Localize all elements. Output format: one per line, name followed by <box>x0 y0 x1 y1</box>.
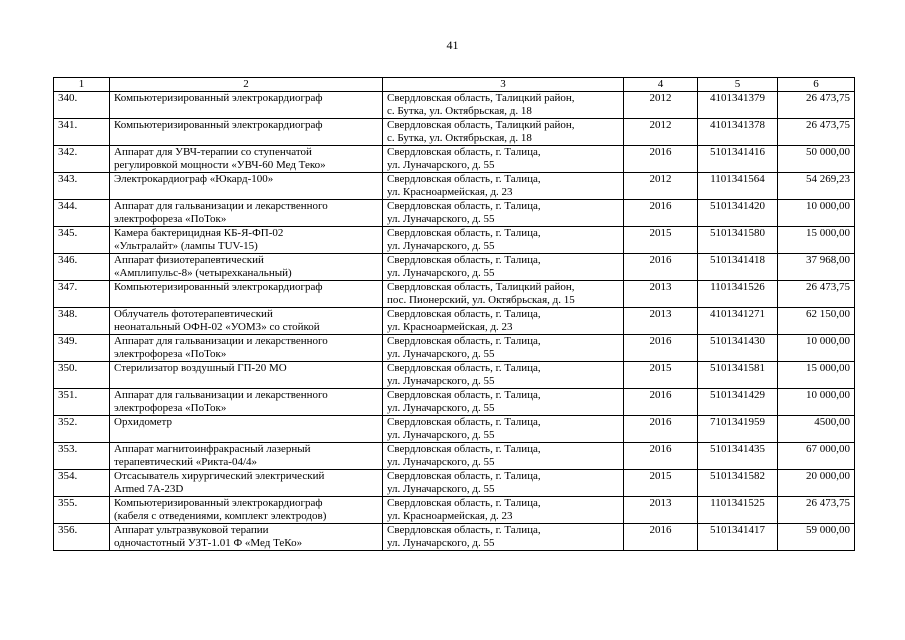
table-row <box>54 389 855 416</box>
equipment-name <box>110 389 383 416</box>
year: 2013 <box>624 497 698 524</box>
cost: 26 473,75 <box>778 92 855 119</box>
address <box>383 200 624 227</box>
cost: 59 000,00 <box>778 524 855 551</box>
row-number: 356. <box>54 524 110 551</box>
year: 2016 <box>624 443 698 470</box>
address-line: ул. Луначарского, д. 55 <box>387 375 495 387</box>
equipment-name <box>110 362 383 389</box>
inventory-number: 5101341416 <box>698 146 778 173</box>
equipment-name-line: Аппарат для гальванизации и лекарственного <box>114 389 328 401</box>
address-line: ул. Луначарского, д. 55 <box>387 267 495 279</box>
equipment-name-line: неонатальный ОФН-02 «УОМЗ» со стойкой <box>114 321 320 333</box>
address <box>383 281 624 308</box>
address <box>383 254 624 281</box>
equipment-name <box>110 524 383 551</box>
row-number: 350. <box>54 362 110 389</box>
inventory-number: 5101341581 <box>698 362 778 389</box>
address <box>383 173 624 200</box>
equipment-name-line: Камера бактерицидная КБ-Я-ФП-02 <box>114 227 284 239</box>
address-line: ул. Красноармейская, д. 23 <box>387 510 513 522</box>
equipment-name-line: электрофореза «ПоТок» <box>114 402 227 414</box>
equipment-name-line: Отсасыватель хирургический электрический <box>114 470 325 482</box>
table-row <box>54 119 855 146</box>
inventory-number: 5101341580 <box>698 227 778 254</box>
year: 2016 <box>624 416 698 443</box>
equipment-name <box>110 443 383 470</box>
address-line: с. Бутка, ул. Октябрьская, д. 18 <box>387 105 532 117</box>
inventory-number: 5101341420 <box>698 200 778 227</box>
row-number: 343. <box>54 173 110 200</box>
year: 2016 <box>624 389 698 416</box>
inventory-number: 7101341959 <box>698 416 778 443</box>
equipment-name-line: (кабеля с отведениями, комплект электродов) <box>114 510 327 522</box>
header-col-1: 1 <box>54 78 110 92</box>
address-line: Свердловская область, г. Талица, <box>387 389 541 401</box>
address <box>383 308 624 335</box>
row-number: 349. <box>54 335 110 362</box>
address <box>383 497 624 524</box>
address-line: Свердловская область, Талицкий район, <box>387 281 575 293</box>
address <box>383 443 624 470</box>
address-line: Свердловская область, г. Талица, <box>387 308 541 320</box>
equipment-name <box>110 173 383 200</box>
equipment-name <box>110 470 383 497</box>
address-line: Свердловская область, Талицкий район, <box>387 92 575 104</box>
year: 2016 <box>624 524 698 551</box>
cost: 10 000,00 <box>778 389 855 416</box>
cost: 26 473,75 <box>778 497 855 524</box>
equipment-name-line: электрофореза «ПоТок» <box>114 348 227 360</box>
address <box>383 146 624 173</box>
inventory-number: 5101341418 <box>698 254 778 281</box>
address-line: пос. Пионерский, ул. Октябрьская, д. 15 <box>387 294 575 306</box>
table-row <box>54 416 855 443</box>
equipment-name <box>110 254 383 281</box>
equipment-name-line: Облучатель фототерапевтический <box>114 308 273 320</box>
inventory-number: 4101341271 <box>698 308 778 335</box>
address-line: Свердловская область, г. Талица, <box>387 470 541 482</box>
table-row <box>54 254 855 281</box>
address-line: ул. Луначарского, д. 55 <box>387 240 495 252</box>
table-row <box>54 335 855 362</box>
inventory-number: 5101341417 <box>698 524 778 551</box>
equipment-name-line: Armed 7A-23D <box>114 483 184 495</box>
year: 2016 <box>624 146 698 173</box>
inventory-number: 5101341582 <box>698 470 778 497</box>
cost: 15 000,00 <box>778 362 855 389</box>
address <box>383 227 624 254</box>
address-line: с. Бутка, ул. Октябрьская, д. 18 <box>387 132 532 144</box>
inventory-number: 1101341526 <box>698 281 778 308</box>
address-line: Свердловская область, г. Талица, <box>387 173 541 185</box>
equipment-name-line: Стерилизатор воздушный ГП-20 МО <box>114 362 287 374</box>
address-line: ул. Луначарского, д. 55 <box>387 159 495 171</box>
equipment-name <box>110 335 383 362</box>
equipment-name <box>110 497 383 524</box>
inventory-number: 4101341379 <box>698 92 778 119</box>
address <box>383 119 624 146</box>
equipment-name <box>110 200 383 227</box>
address-line: ул. Луначарского, д. 55 <box>387 213 495 225</box>
cost: 37 968,00 <box>778 254 855 281</box>
equipment-name <box>110 281 383 308</box>
cost: 10 000,00 <box>778 335 855 362</box>
table-row <box>54 497 855 524</box>
cost: 20 000,00 <box>778 470 855 497</box>
cost: 10 000,00 <box>778 200 855 227</box>
header-row <box>54 78 855 92</box>
year: 2013 <box>624 281 698 308</box>
table-body <box>54 92 855 551</box>
table-row <box>54 524 855 551</box>
address-line: ул. Красноармейская, д. 23 <box>387 186 513 198</box>
header-col-6: 6 <box>778 78 855 92</box>
year: 2015 <box>624 227 698 254</box>
cost: 67 000,00 <box>778 443 855 470</box>
cost: 15 000,00 <box>778 227 855 254</box>
row-number: 352. <box>54 416 110 443</box>
header-col-4: 4 <box>624 78 698 92</box>
equipment-name <box>110 146 383 173</box>
equipment-name-line: Аппарат для УВЧ-терапии со ступенчатой <box>114 146 312 158</box>
cost: 54 269,23 <box>778 173 855 200</box>
table-row <box>54 362 855 389</box>
equipment-name-line: регулировкой мощности «УВЧ-60 Мед Теко» <box>114 159 326 171</box>
cost: 4500,00 <box>778 416 855 443</box>
year: 2016 <box>624 200 698 227</box>
address <box>383 92 624 119</box>
equipment-name-line: Орхидометр <box>114 416 173 428</box>
address-line: Свердловская область, г. Талица, <box>387 146 541 158</box>
equipment-name-line: «Ультралайт» (лампы TUV-15) <box>114 240 258 252</box>
table-header <box>54 78 855 92</box>
row-number: 347. <box>54 281 110 308</box>
table-row <box>54 92 855 119</box>
equipment-table <box>53 77 855 551</box>
address-line: Свердловская область, г. Талица, <box>387 443 541 455</box>
row-number: 344. <box>54 200 110 227</box>
year: 2016 <box>624 254 698 281</box>
header-col-2: 2 <box>110 78 383 92</box>
address-line: ул. Луначарского, д. 55 <box>387 348 495 360</box>
equipment-name <box>110 227 383 254</box>
address-line: Свердловская область, Талицкий район, <box>387 119 575 131</box>
row-number: 351. <box>54 389 110 416</box>
address <box>383 335 624 362</box>
address-line: ул. Красноармейская, д. 23 <box>387 321 513 333</box>
row-number: 348. <box>54 308 110 335</box>
equipment-name <box>110 119 383 146</box>
equipment-name <box>110 416 383 443</box>
inventory-number: 1101341525 <box>698 497 778 524</box>
address-line: Свердловская область, г. Талица, <box>387 227 541 239</box>
equipment-name-line: Компьютеризированный электрокардиограф <box>114 119 323 131</box>
address-line: Свердловская область, г. Талица, <box>387 254 541 266</box>
year: 2013 <box>624 308 698 335</box>
equipment-name-line: Аппарат для гальванизации и лекарственного <box>114 200 328 212</box>
row-number: 353. <box>54 443 110 470</box>
inventory-number: 5101341429 <box>698 389 778 416</box>
equipment-name-line: Аппарат для гальванизации и лекарственного <box>114 335 328 347</box>
row-number: 340. <box>54 92 110 119</box>
row-number: 355. <box>54 497 110 524</box>
year: 2012 <box>624 173 698 200</box>
year: 2016 <box>624 335 698 362</box>
equipment-name-line: Электрокардиограф «Юкард-100» <box>114 173 274 185</box>
table-row <box>54 470 855 497</box>
year: 2015 <box>624 362 698 389</box>
address-line: ул. Луначарского, д. 55 <box>387 537 495 549</box>
address-line: Свердловская область, г. Талица, <box>387 335 541 347</box>
table-row <box>54 281 855 308</box>
row-number: 346. <box>54 254 110 281</box>
cost: 26 473,75 <box>778 119 855 146</box>
address <box>383 470 624 497</box>
address-line: Свердловская область, г. Талица, <box>387 524 541 536</box>
address-line: ул. Луначарского, д. 55 <box>387 429 495 441</box>
table-row <box>54 227 855 254</box>
address-line: ул. Луначарского, д. 55 <box>387 402 495 414</box>
address-line: Свердловская область, г. Талица, <box>387 200 541 212</box>
equipment-name-line: Компьютеризированный электрокардиограф <box>114 497 323 509</box>
equipment-name-line: электрофореза «ПоТок» <box>114 213 227 225</box>
inventory-number: 5101341435 <box>698 443 778 470</box>
equipment-name-line: терапевтический «Рикта-04/4» <box>114 456 257 468</box>
equipment-name <box>110 92 383 119</box>
equipment-name-line: Аппарат магнитоинфракрасный лазерный <box>114 443 311 455</box>
address-line: ул. Луначарского, д. 55 <box>387 456 495 468</box>
row-number: 354. <box>54 470 110 497</box>
table-row <box>54 173 855 200</box>
page-number: 41 <box>446 38 459 52</box>
equipment-name-line: Аппарат физиотерапевтический <box>114 254 264 266</box>
equipment-name-line: Компьютеризированный электрокардиограф <box>114 281 323 293</box>
equipment-name-line: «Амплипульс-8» (четырехканальный) <box>114 267 292 279</box>
equipment-name-line: одночастотный УЗТ-1.01 Ф «Мед ТеКо» <box>114 537 303 549</box>
header-col-5: 5 <box>698 78 778 92</box>
row-number: 345. <box>54 227 110 254</box>
table-row <box>54 146 855 173</box>
table-row <box>54 443 855 470</box>
inventory-number: 1101341564 <box>698 173 778 200</box>
address-line: Свердловская область, г. Талица, <box>387 362 541 374</box>
cost: 26 473,75 <box>778 281 855 308</box>
address <box>383 389 624 416</box>
row-number: 341. <box>54 119 110 146</box>
address <box>383 362 624 389</box>
address <box>383 524 624 551</box>
cost: 50 000,00 <box>778 146 855 173</box>
equipment-name <box>110 308 383 335</box>
address-line: Свердловская область, г. Талица, <box>387 416 541 428</box>
cost: 62 150,00 <box>778 308 855 335</box>
row-number: 342. <box>54 146 110 173</box>
address <box>383 416 624 443</box>
address-line: ул. Луначарского, д. 55 <box>387 483 495 495</box>
table-row <box>54 200 855 227</box>
equipment-name-line: Аппарат ультразвуковой терапии <box>114 524 269 536</box>
address-line: Свердловская область, г. Талица, <box>387 497 541 509</box>
inventory-number: 5101341430 <box>698 335 778 362</box>
inventory-number: 4101341378 <box>698 119 778 146</box>
equipment-name-line: Компьютеризированный электрокардиограф <box>114 92 323 104</box>
year: 2012 <box>624 119 698 146</box>
year: 2012 <box>624 92 698 119</box>
year: 2015 <box>624 470 698 497</box>
header-col-3: 3 <box>383 78 624 92</box>
table-row <box>54 308 855 335</box>
